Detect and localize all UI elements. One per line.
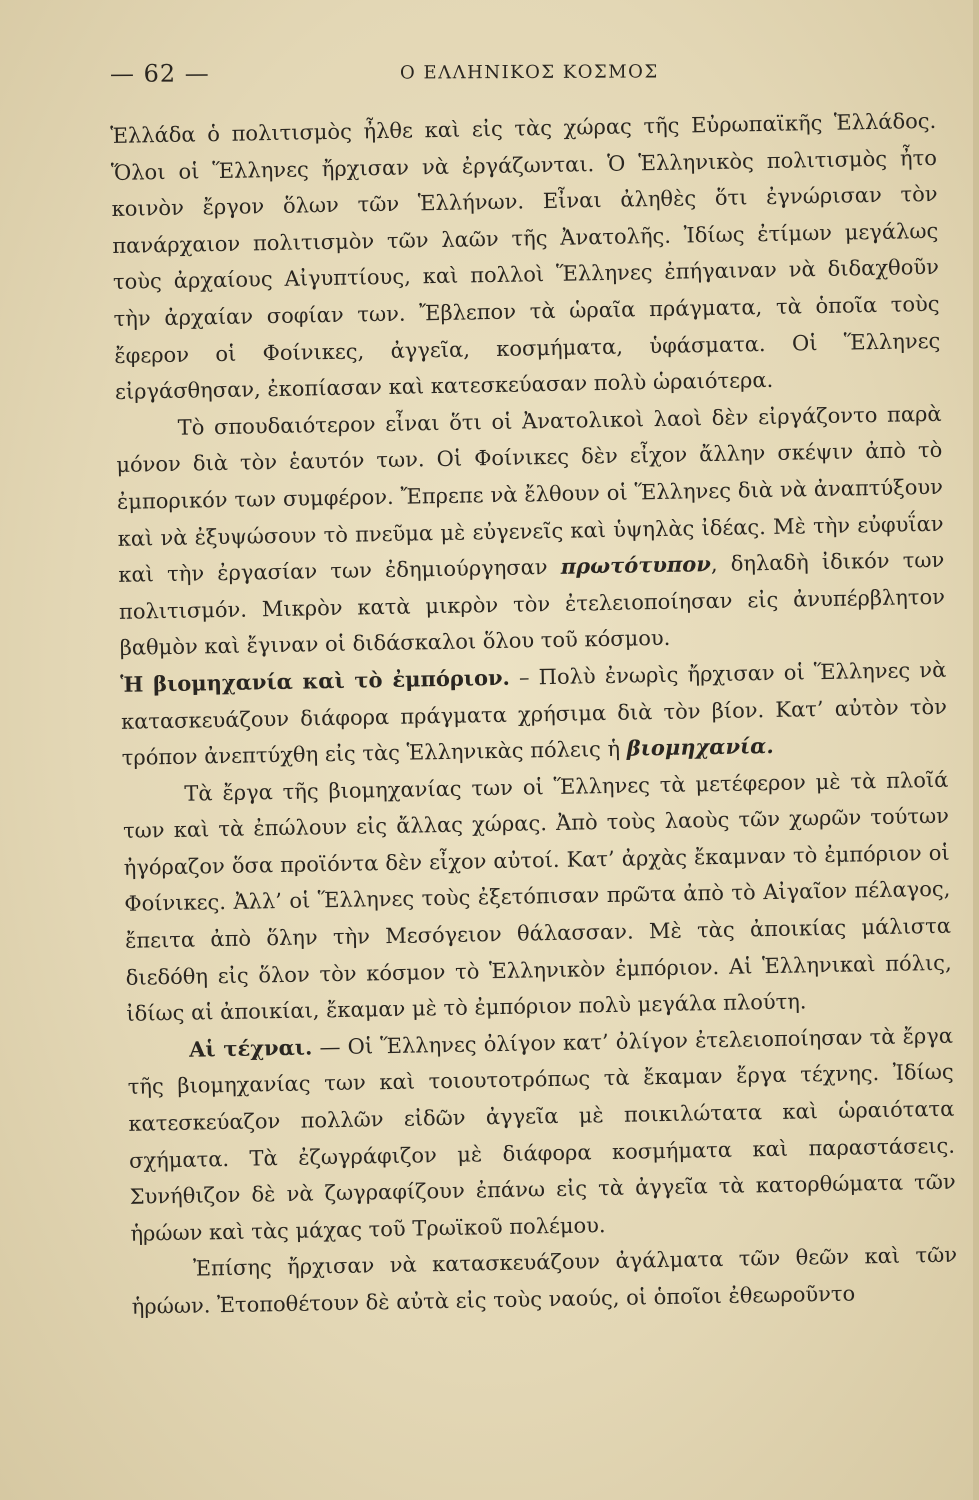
running-head bbox=[110, 56, 930, 100]
paragraph-2 bbox=[115, 396, 946, 667]
paragraph-3-text-before: – Πολὺ ἐνωρὶς ἤρχισαν οἱ Ἕλληνες νὰ κατασκευάζουν διάφορα πράγματα χρήσιμα διὰ τὸν βίον. Κατ’ αὐτὸν τὸν τρόπον ἀνεπτύχθη εἰς τὰς Ἑλληνικὰς πόλεις ἡ bbox=[120, 657, 948, 770]
paragraph-3-emphasis: βιομηχανία. bbox=[626, 733, 774, 761]
paragraph-6 bbox=[131, 1237, 958, 1325]
paragraph-1 bbox=[110, 103, 941, 411]
paragraph-2-text-after: , δηλαδὴ ἰδικόν των πολιτισμόν. Μικρὸν κατὰ μικρὸν τὸν ἐτελειοποίησαν εἰς ἀνυπέρβλητον βαθμὸν καὶ ἔγιναν οἱ διδάσκαλοι ὅλου τοῦ κόσμου. bbox=[118, 547, 946, 661]
paragraph-5 bbox=[127, 1018, 957, 1253]
section-heading-arts: Αἱ τέχναι. bbox=[188, 1034, 313, 1062]
paragraph-1-text: Ἑλλάδα ὁ πολιτισμὸς ἦλθε καὶ εἰς τὰς χώρας τῆς Εὐρωπαϊκῆς Ἑλλάδος. Ὅλοι οἱ Ἕλληνες ἤρχισαν νὰ ἐργάζωνται. Ὁ Ἑλληνικὸς πολιτισμὸς ἦτο κοινὸν ἔργον ὅλων τῶν Ἑλλήνων. Εἶναι ἀληθὲς ὅτι ἐγνώρισαν τὸν πανάρχαιον πολιτισμὸν τῶν λαῶν τῆς Ἀνατολῆς. Ἰδίως ἐτίμων μεγάλως τοὺς ἀρχαίους Αἰγυπτίους, καὶ πολλοὶ Ἕλληνες ἐπήγαιναν νὰ διδαχθοῦν τὴν ἀρχαίαν σοφίαν των. Ἔβλεπον τὰ ὡραῖα πράγματα, τὰ ὁποῖα τοὺς ἔφερον οἱ Φοίνικες, ἀγγεῖα, κοσμήματα, ὑφάσματα. Οἱ Ἕλληνες εἰργάσθησαν, ἐκοπίασαν καὶ κατεσκεύασαν πολὺ ὡραιότερα. bbox=[110, 108, 941, 405]
paragraph-4 bbox=[122, 761, 953, 1032]
paragraph-4-text: Τὰ ἔργα τῆς βιομηχανίας των οἱ Ἕλληνες τὰ μετέφερον μὲ τὰ πλοῖά των καὶ τὰ ἐπώλουν εἰς ἄλλας χώρας. Ἀπὸ τοὺς λαοὺς τῶν χωρῶν τούτων ἠγόραζον ὅσα προϊόντα δὲν εἶχον αὐτοί. Κατ’ ἀρχὰς ἔκαμναν τὸ ἐμπόριον οἱ Φοίνικες. Ἀλλ’ οἱ Ἕλληνες τοὺς ἐξετόπισαν πρῶτα ἀπὸ τὸ Αἰγαῖον πέλαγος, ἔπειτα ἀπὸ ὅλην τὴν Μεσόγειον θάλασσαν. Μὲ τὰς ἀποικίας μάλιστα διεδόθη εἰς ὅλον τὸν κόσμον τὸ Ἑλληνικὸν ἐμπόριον. Αἱ Ἑλληνικαὶ πόλις, ἰδίως αἱ ἀποικίαι, ἔκαμαν μὲ τὸ ἐμπόριον πολὺ μεγάλα πλούτη. bbox=[122, 767, 952, 1027]
section-heading-industry: Ἡ βιομηχανία καὶ τὸ ἐμπόριον. bbox=[120, 664, 511, 697]
page-header-title: Ο ΕΛΛΗΝΙΚΟΣ ΚΟΣΜΟΣ bbox=[399, 61, 659, 84]
body-text bbox=[110, 103, 958, 1326]
page-number: — 62 — bbox=[109, 59, 210, 88]
paragraph-5-text: — Οἱ Ἕλληνες ὀλίγον κατ’ ὀλίγον ἐτελειοποίησαν τὰ ἔργα τῆς βιομηχανίας των καὶ τοιουτοτρόπως τὰ ἔκαμαν ἔργα τέχνης. Ἰδίως κατεσκεύαζον πολλῶν εἰδῶν ἀγγεῖα μὲ ποικιλώτατα καὶ ὡραιότατα σχήματα. Τὰ ἐζωγράφιζον μὲ διάφορα κοσμήματα καὶ παραστάσεις. Συνήθιζον δὲ νὰ ζωγραφίζουν ἐπάνω εἰς τὰ ἀγγεῖα τὰ κατορθώματα τῶν ἡρώων καὶ τὰς μάχας τοῦ Τρωϊκοῦ πολέμου. bbox=[127, 1023, 956, 1246]
paragraph-6-text: Ἐπίσης ἤρχισαν νὰ κατασκευάζουν ἀγάλματα τῶν θεῶν καὶ τῶν ἡρώων. Ἐτοποθέτουν δὲ αὐτὰ εἰς τοὺς ναούς, οἱ ὁποῖοι ἐθεωροῦντο bbox=[131, 1243, 958, 1319]
paragraph-3 bbox=[120, 652, 948, 777]
paragraph-2-text-before: Τὸ σπουδαιότερον εἶναι ὅτι οἱ Ἀνατολικοὶ λαοὶ δὲν εἰργάζοντο παρὰ μόνον διὰ τὸν ἑαυτόν των. Οἱ Φοίνικες δὲν εἶχον ἄλλην σκέψιν ἀπὸ τὸ ἐμπορικόν των συμφέρον. Ἔπρεπε νὰ ἔλθουν οἱ Ἕλληνες διὰ νὰ ἀναπτύξουν καὶ νὰ ἐξυψώσουν τὸ πνεῦμα μὲ εὐγενεῖς καὶ ὑψηλὰς ἰδέας. Μὲ τὴν εὐφυΐαν καὶ τὴν ἐργασίαν των ἐδημιούργησαν bbox=[116, 401, 944, 588]
page-edge-shadow bbox=[973, 0, 979, 1500]
paragraph-2-emphasis: πρωτότυπον bbox=[560, 551, 712, 579]
